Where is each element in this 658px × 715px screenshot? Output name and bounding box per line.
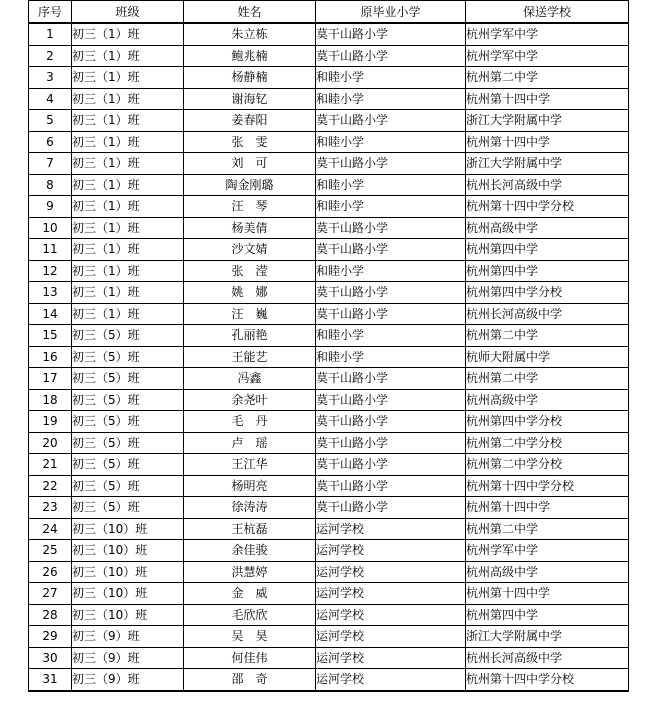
primary-school-cell: 运河学校 <box>316 604 466 626</box>
recommended-school-cell: 杭州第四中学 <box>466 239 629 261</box>
student-name-cell: 沙文婧 <box>184 239 316 261</box>
table-row <box>29 174 629 196</box>
primary-school-cell: 莫干山路小学 <box>316 282 466 304</box>
table-row <box>29 260 629 282</box>
table-row <box>29 389 629 411</box>
recommended-school-cell: 浙江大学附属中学 <box>466 153 629 175</box>
recommended-school-cell: 杭州第二中学 <box>466 518 629 540</box>
table-row <box>29 346 629 368</box>
class-cell: 初三（1）班 <box>72 23 184 45</box>
class-cell: 初三（1）班 <box>72 131 184 153</box>
class-cell: 初三（5）班 <box>72 368 184 390</box>
primary-school-cell: 运河学校 <box>316 647 466 669</box>
student-name-cell: 洪慧婷 <box>184 561 316 583</box>
table-row <box>29 432 629 454</box>
table-row <box>29 153 629 175</box>
primary-school-cell: 莫干山路小学 <box>316 411 466 433</box>
class-cell: 初三（1）班 <box>72 303 184 325</box>
student-name-cell: 杨美倩 <box>184 217 316 239</box>
primary-school-cell: 运河学校 <box>316 669 466 691</box>
primary-school-cell: 莫干山路小学 <box>316 239 466 261</box>
recommended-school-cell: 杭州长河高级中学 <box>466 647 629 669</box>
recommended-school-cell: 杭州第十四中学分校 <box>466 669 629 691</box>
table-row <box>29 626 629 648</box>
serial-number-cell: 28 <box>29 604 72 626</box>
primary-school-cell: 莫干山路小学 <box>316 389 466 411</box>
student-name-cell: 何佳伟 <box>184 647 316 669</box>
class-cell: 初三（1）班 <box>72 110 184 132</box>
student-name-cell: 余佳骏 <box>184 540 316 562</box>
primary-school-cell: 和睦小学 <box>316 88 466 110</box>
roster-sheet <box>28 0 629 692</box>
table-row <box>29 540 629 562</box>
recommended-school-cell: 杭州第二中学分校 <box>466 432 629 454</box>
primary-school-cell: 运河学校 <box>316 626 466 648</box>
class-cell: 初三（5）班 <box>72 497 184 519</box>
primary-school-cell: 运河学校 <box>316 561 466 583</box>
table-row <box>29 518 629 540</box>
class-cell: 初三（5）班 <box>72 346 184 368</box>
class-cell: 初三（10）班 <box>72 604 184 626</box>
header-recommended-school: 保送学校 <box>466 1 629 24</box>
primary-school-cell: 莫干山路小学 <box>316 23 466 45</box>
recommended-school-cell: 杭州第十四中学 <box>466 131 629 153</box>
table-row <box>29 368 629 390</box>
primary-school-cell: 莫干山路小学 <box>316 432 466 454</box>
class-cell: 初三（5）班 <box>72 325 184 347</box>
table-row <box>29 497 629 519</box>
recommended-school-cell: 杭州第二中学 <box>466 325 629 347</box>
class-cell: 初三（9）班 <box>72 647 184 669</box>
serial-number-cell: 11 <box>29 239 72 261</box>
recommended-school-cell: 杭州长河高级中学 <box>466 174 629 196</box>
table-row <box>29 196 629 218</box>
student-name-cell: 吴 昊 <box>184 626 316 648</box>
serial-number-cell: 24 <box>29 518 72 540</box>
class-cell: 初三（1）班 <box>72 88 184 110</box>
recommended-school-cell: 杭州学军中学 <box>466 23 629 45</box>
recommended-school-cell: 杭州第四中学 <box>466 260 629 282</box>
serial-number-cell: 12 <box>29 260 72 282</box>
recommended-school-cell: 杭州第四中学 <box>466 604 629 626</box>
student-name-cell: 杨明亮 <box>184 475 316 497</box>
class-cell: 初三（1）班 <box>72 260 184 282</box>
table-row <box>29 23 629 45</box>
student-name-cell: 王江华 <box>184 454 316 476</box>
serial-number-cell: 14 <box>29 303 72 325</box>
table-row <box>29 583 629 605</box>
table-row <box>29 647 629 669</box>
class-cell: 初三（1）班 <box>72 239 184 261</box>
student-name-cell: 朱立栋 <box>184 23 316 45</box>
class-cell: 初三（1）班 <box>72 45 184 67</box>
serial-number-cell: 17 <box>29 368 72 390</box>
student-name-cell: 余尧叶 <box>184 389 316 411</box>
serial-number-cell: 4 <box>29 88 72 110</box>
student-name-cell: 毛欣欣 <box>184 604 316 626</box>
serial-number-cell: 26 <box>29 561 72 583</box>
recommended-school-cell: 杭州第四中学分校 <box>466 411 629 433</box>
primary-school-cell: 和睦小学 <box>316 196 466 218</box>
class-cell: 初三（1）班 <box>72 153 184 175</box>
serial-number-cell: 15 <box>29 325 72 347</box>
table-row <box>29 475 629 497</box>
table-row <box>29 303 629 325</box>
recommended-school-cell: 杭州第四中学分校 <box>466 282 629 304</box>
table-row <box>29 239 629 261</box>
class-cell: 初三（1）班 <box>72 196 184 218</box>
class-cell: 初三（1）班 <box>72 282 184 304</box>
primary-school-cell: 运河学校 <box>316 518 466 540</box>
table-body <box>29 23 629 691</box>
serial-number-cell: 25 <box>29 540 72 562</box>
student-name-cell: 鲍兆楠 <box>184 45 316 67</box>
recommended-school-cell: 杭州高级中学 <box>466 217 629 239</box>
recommended-school-cell: 杭州高级中学 <box>466 389 629 411</box>
serial-number-cell: 16 <box>29 346 72 368</box>
primary-school-cell: 和睦小学 <box>316 174 466 196</box>
recommended-students-table <box>28 0 629 692</box>
class-cell: 初三（10）班 <box>72 518 184 540</box>
student-name-cell: 杨静楠 <box>184 67 316 89</box>
class-cell: 初三（10）班 <box>72 583 184 605</box>
class-cell: 初三（1）班 <box>72 217 184 239</box>
table-row <box>29 454 629 476</box>
serial-number-cell: 1 <box>29 23 72 45</box>
serial-number-cell: 3 <box>29 67 72 89</box>
table-row <box>29 67 629 89</box>
serial-number-cell: 19 <box>29 411 72 433</box>
recommended-school-cell: 杭州第十四中学分校 <box>466 475 629 497</box>
table-row <box>29 131 629 153</box>
serial-number-cell: 31 <box>29 669 72 691</box>
primary-school-cell: 和睦小学 <box>316 346 466 368</box>
table-header <box>29 1 629 24</box>
table-row <box>29 110 629 132</box>
student-name-cell: 陶金刚璐 <box>184 174 316 196</box>
serial-number-cell: 18 <box>29 389 72 411</box>
table-row <box>29 45 629 67</box>
header-serial-number: 序号 <box>29 1 72 24</box>
table-row <box>29 217 629 239</box>
class-cell: 初三（1）班 <box>72 174 184 196</box>
student-name-cell: 谢海钇 <box>184 88 316 110</box>
primary-school-cell: 莫干山路小学 <box>316 497 466 519</box>
student-name-cell: 卢 瑶 <box>184 432 316 454</box>
recommended-school-cell: 杭州第二中学 <box>466 368 629 390</box>
student-name-cell: 邵 奇 <box>184 669 316 691</box>
student-name-cell: 张 滢 <box>184 260 316 282</box>
class-cell: 初三（10）班 <box>72 561 184 583</box>
recommended-school-cell: 杭州第十四中学分校 <box>466 196 629 218</box>
class-cell: 初三（5）班 <box>72 411 184 433</box>
student-name-cell: 王能艺 <box>184 346 316 368</box>
table-row <box>29 411 629 433</box>
recommended-school-cell: 浙江大学附属中学 <box>466 626 629 648</box>
primary-school-cell: 莫干山路小学 <box>316 368 466 390</box>
serial-number-cell: 23 <box>29 497 72 519</box>
recommended-school-cell: 浙江大学附属中学 <box>466 110 629 132</box>
header-name: 姓名 <box>184 1 316 24</box>
table-row <box>29 88 629 110</box>
student-name-cell: 姜春阳 <box>184 110 316 132</box>
class-cell: 初三（1）班 <box>72 67 184 89</box>
student-name-cell: 汪 琴 <box>184 196 316 218</box>
primary-school-cell: 和睦小学 <box>316 131 466 153</box>
serial-number-cell: 7 <box>29 153 72 175</box>
primary-school-cell: 运河学校 <box>316 583 466 605</box>
header-class: 班级 <box>72 1 184 24</box>
primary-school-cell: 和睦小学 <box>316 260 466 282</box>
recommended-school-cell: 杭州学军中学 <box>466 540 629 562</box>
student-name-cell: 毛 丹 <box>184 411 316 433</box>
serial-number-cell: 13 <box>29 282 72 304</box>
recommended-school-cell: 杭州第十四中学 <box>466 583 629 605</box>
serial-number-cell: 10 <box>29 217 72 239</box>
primary-school-cell: 运河学校 <box>316 540 466 562</box>
recommended-school-cell: 杭州第二中学分校 <box>466 454 629 476</box>
serial-number-cell: 8 <box>29 174 72 196</box>
table-row <box>29 561 629 583</box>
class-cell: 初三（10）班 <box>72 540 184 562</box>
primary-school-cell: 莫干山路小学 <box>316 303 466 325</box>
class-cell: 初三（5）班 <box>72 475 184 497</box>
student-name-cell: 王杭磊 <box>184 518 316 540</box>
recommended-school-cell: 杭州长河高级中学 <box>466 303 629 325</box>
recommended-school-cell: 杭州第十四中学 <box>466 497 629 519</box>
recommended-school-cell: 杭州第十四中学 <box>466 88 629 110</box>
primary-school-cell: 莫干山路小学 <box>316 110 466 132</box>
class-cell: 初三（5）班 <box>72 454 184 476</box>
primary-school-cell: 莫干山路小学 <box>316 45 466 67</box>
student-name-cell: 汪 巍 <box>184 303 316 325</box>
student-name-cell: 张 雯 <box>184 131 316 153</box>
serial-number-cell: 22 <box>29 475 72 497</box>
table-row <box>29 282 629 304</box>
table-row <box>29 604 629 626</box>
primary-school-cell: 和睦小学 <box>316 67 466 89</box>
serial-number-cell: 21 <box>29 454 72 476</box>
recommended-school-cell: 杭州学军中学 <box>466 45 629 67</box>
table-row <box>29 669 629 691</box>
primary-school-cell: 莫干山路小学 <box>316 153 466 175</box>
serial-number-cell: 9 <box>29 196 72 218</box>
header-row <box>29 1 629 24</box>
table-row <box>29 325 629 347</box>
student-name-cell: 孔丽艳 <box>184 325 316 347</box>
primary-school-cell: 莫干山路小学 <box>316 475 466 497</box>
serial-number-cell: 5 <box>29 110 72 132</box>
recommended-school-cell: 杭师大附属中学 <box>466 346 629 368</box>
serial-number-cell: 29 <box>29 626 72 648</box>
serial-number-cell: 20 <box>29 432 72 454</box>
recommended-school-cell: 杭州第二中学 <box>466 67 629 89</box>
primary-school-cell: 莫干山路小学 <box>316 454 466 476</box>
student-name-cell: 徐涛涛 <box>184 497 316 519</box>
primary-school-cell: 和睦小学 <box>316 325 466 347</box>
student-name-cell: 刘 可 <box>184 153 316 175</box>
serial-number-cell: 30 <box>29 647 72 669</box>
primary-school-cell: 莫干山路小学 <box>316 217 466 239</box>
class-cell: 初三（9）班 <box>72 626 184 648</box>
recommended-school-cell: 杭州高级中学 <box>466 561 629 583</box>
class-cell: 初三（9）班 <box>72 669 184 691</box>
student-name-cell: 姚 娜 <box>184 282 316 304</box>
header-original-primary-school: 原毕业小学 <box>316 1 466 24</box>
class-cell: 初三（5）班 <box>72 389 184 411</box>
serial-number-cell: 27 <box>29 583 72 605</box>
serial-number-cell: 2 <box>29 45 72 67</box>
class-cell: 初三（5）班 <box>72 432 184 454</box>
student-name-cell: 冯鑫 <box>184 368 316 390</box>
student-name-cell: 金 威 <box>184 583 316 605</box>
serial-number-cell: 6 <box>29 131 72 153</box>
